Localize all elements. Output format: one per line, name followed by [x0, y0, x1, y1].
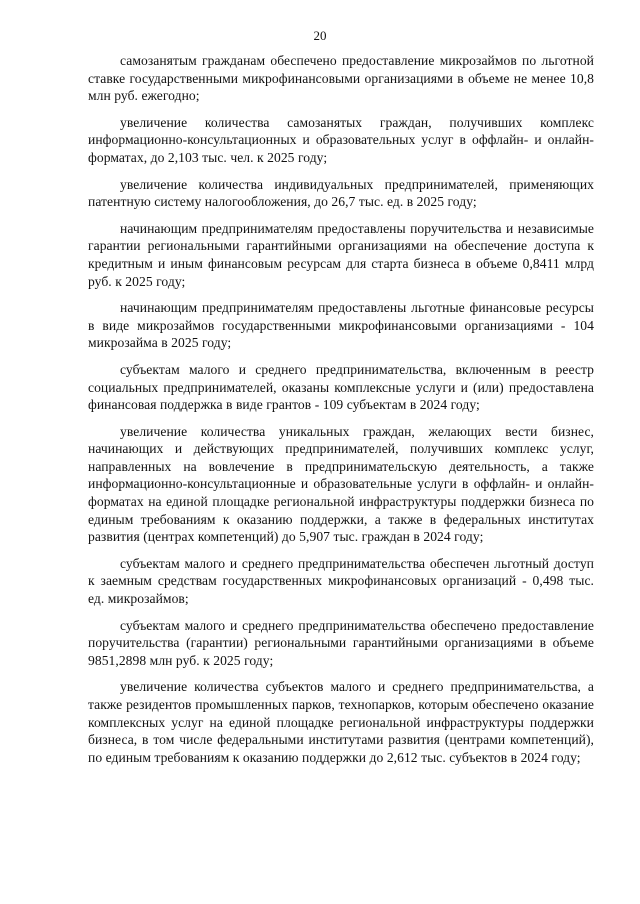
- paragraph-1: самозанятым гражданам обеспечено предоставление микрозаймов по льготной ставке государственными микрофинансовыми организациями в объеме не менее 10,8 млн руб. ежегодно;: [88, 53, 594, 104]
- document-body: [88, 52, 594, 775]
- paragraph-10: увеличение количества субъектов малого и среднего предпринимательства, а также резидентов промышленных парков, технопарков, которым обеспечено оказание комплексных услуг на единой площадке региональной инфраструктуры поддержки бизнеса, в том числе федеральными институтами развития (центрами компетенций), по единым требованиям к оказанию поддержки до 2,612 тыс. субъектов в 2024 году;: [88, 679, 594, 765]
- page-number: 20: [313, 28, 327, 43]
- paragraph-7: увеличение количества уникальных граждан, желающих вести бизнес, начинающих и действующих предпринимателей, получивших комплекс услуг, направленных на вовлечение в предпринимательскую деятельность, а также информационно-консультационные и образовательные услуги в оффлайн- и онлайн-форматах на единой площадке региональной инфраструктуры поддержки бизнеса по единым требованиям к оказанию поддержки, а также в федеральных институтах развития (центрах компетенций) до 5,907 тыс. граждан в 2024 году;: [88, 423, 594, 545]
- paragraph-4: начинающим предпринимателям предоставлены поручительства и независимые гарантии региональными гарантийными организациями на обеспечение доступа к кредитным и иным финансовым ресурсам для старта бизнеса в объеме 0,8411 млрд руб. к 2025 году;: [88, 220, 594, 289]
- paragraph-3: увеличение количества индивидуальных предпринимателей, применяющих патентную систему налогообложения, до 26,7 тыс. ед. в 2025 году;: [88, 176, 594, 210]
- paragraph-2: увеличение количества самозанятых граждан, получивших комплекс информационно-консультационных и образовательных услуг в оффлайн- и онлайн-форматах, до 2,103 тыс. чел. к 2025 году;: [88, 114, 594, 165]
- paragraph-8: субъектам малого и среднего предпринимательства обеспечен льготный доступ к заемным средствам государственных микрофинансовых организаций - 0,498 тыс. ед. микрозаймов;: [88, 555, 594, 607]
- paragraph-5: начинающим предпринимателям предоставлены льготные финансовые ресурсы в виде микрозаймов государственными микрофинансовыми организациями - 104 микрозайма в 2025 году;: [88, 300, 594, 351]
- paragraph-9: субъектам малого и среднего предпринимательства обеспечено предоставление поручительства (гарантии) региональными гарантийными организациями в объеме 9851,2898 млн руб. к 2025 году;: [88, 617, 594, 668]
- paragraph-6: субъектам малого и среднего предпринимательства, включенным в реестр социальных предпринимателей, оказаны комплексные услуги и (или) предоставлена финансовая поддержка в виде грантов - 109 субъектам в 2024 году;: [88, 361, 594, 413]
